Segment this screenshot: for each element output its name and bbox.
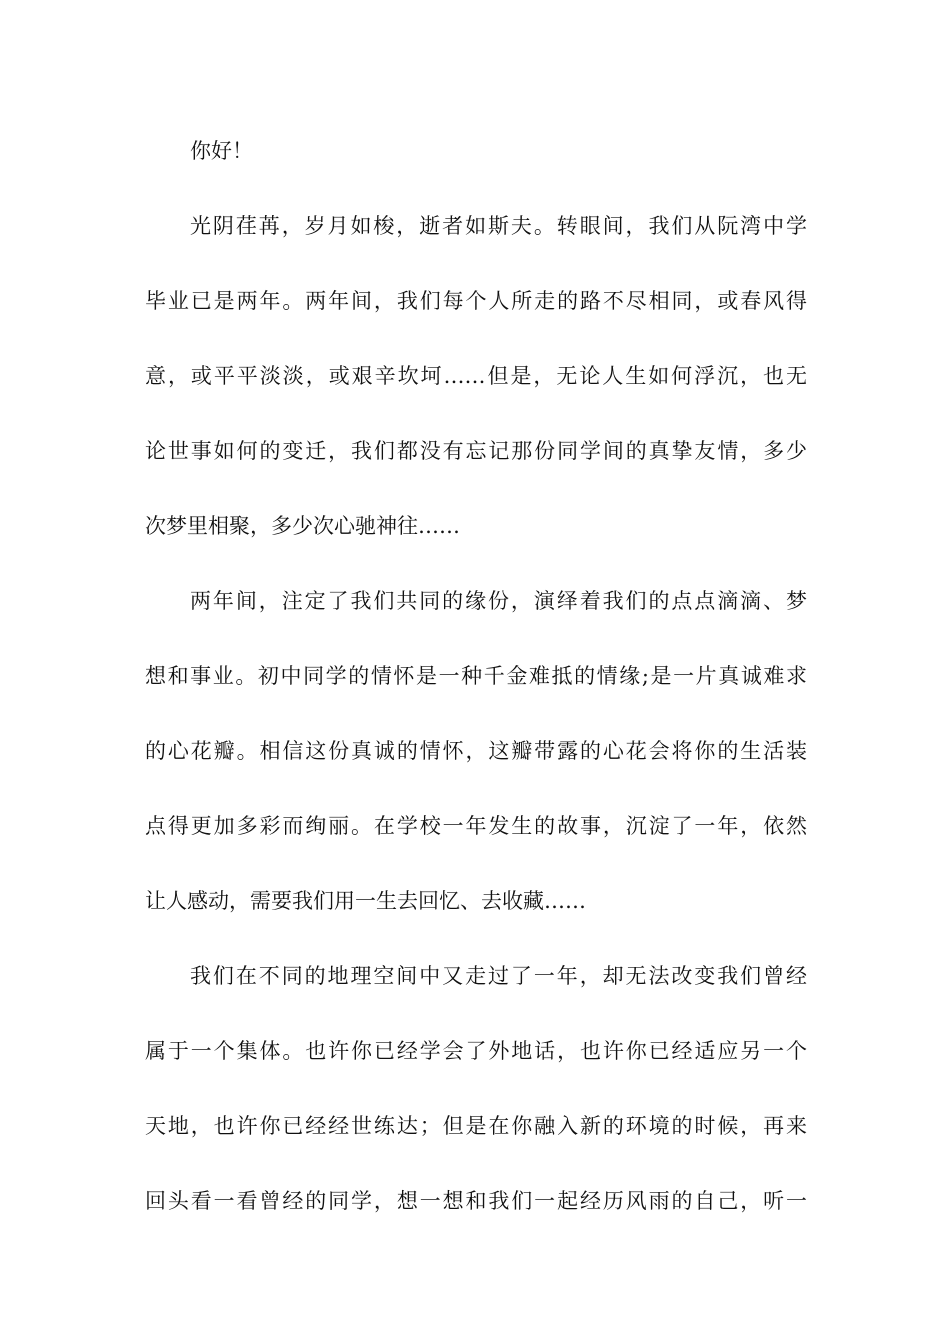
letter-body	[145, 114, 807, 1239]
paragraph-2-line-5: 让人感动，需要我们用一生去回忆、去收藏……	[145, 889, 586, 913]
paragraph-1-line-5: 次梦里相聚，多少次心驰神往……	[145, 514, 460, 538]
paragraph-3-line-2: 属于一个集体。也许你已经学会了外地话，也许你已经适应另一个	[145, 1039, 807, 1063]
paragraph-3-line-1: 我们在不同的地理空间中又走过了一年，却无法改变我们曾经	[190, 964, 807, 988]
paragraph-1-line-1: 光阴荏苒，岁月如梭，逝者如斯夫。转眼间，我们从阮湾中学	[190, 214, 807, 238]
paragraph-2-line-2: 想和事业。初中同学的情怀是一种千金难抵的情缘;是一片真诚难求	[145, 664, 807, 688]
paragraph-3-line-4: 回头看一看曾经的同学，想一想和我们一起经历风雨的自己，听一	[145, 1189, 807, 1213]
greeting-line: 你好！	[190, 139, 253, 163]
paragraph-2-line-4: 点得更加多彩而绚丽。在学校一年发生的故事，沉淀了一年，依然	[145, 814, 807, 838]
paragraph-2-line-3: 的心花瓣。相信这份真诚的情怀，这瓣带露的心花会将你的生活装	[145, 739, 807, 763]
paragraph-2-line-1: 两年间，注定了我们共同的缘份，演绎着我们的点点滴滴、梦	[190, 589, 807, 613]
paragraph-1-line-2: 毕业已是两年。两年间，我们每个人所走的路不尽相同，或春风得	[145, 289, 807, 313]
paragraph-3-line-3: 天地，也许你已经经世练达；但是在你融入新的环境的时候，再来	[145, 1114, 807, 1138]
paragraph-1-line-3: 意，或平平淡淡，或艰辛坎坷……但是，无论人生如何浮沉，也无	[145, 364, 807, 388]
paragraph-1-line-4: 论世事如何的变迁，我们都没有忘记那份同学间的真挚友情，多少	[145, 439, 807, 463]
